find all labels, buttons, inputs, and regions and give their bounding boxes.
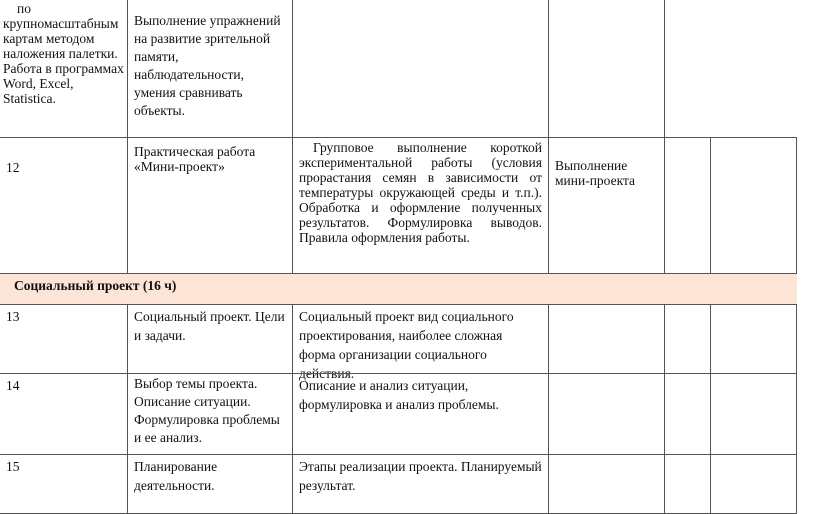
row-1-topic: крупномасштабным картам методом наложения палетки. Работа в программах Word, Excel, Statistica. <box>3 16 124 106</box>
row-15-number: 15 <box>6 459 20 474</box>
row-12-note-cell <box>710 137 797 274</box>
row-1-extra-cell <box>548 0 665 138</box>
row-15-activity-cell <box>548 454 665 514</box>
row-12-topic: Практическая работа «Мини-проект» <box>134 144 256 174</box>
row-13-activity-cell <box>548 304 665 374</box>
row-13-topic: Социальный проект. Цели и задачи. <box>134 309 285 343</box>
row-1-content-cell <box>127 0 293 138</box>
row-15-content: Этапы реализации проекта. Планируемый результат. <box>299 459 542 493</box>
row-15-topic: Планирование деятельности. <box>134 459 218 493</box>
row-14-topic-cell <box>127 373 293 455</box>
row-12-number: 12 <box>6 160 20 175</box>
row-14-content: Описание и анализ ситуации, формулировка и анализ проблемы. <box>299 378 499 412</box>
row-12-activity-cell <box>548 137 665 274</box>
row-14-note-cell <box>710 373 797 455</box>
row-14-activity-cell <box>548 373 665 455</box>
row-15-note-cell <box>710 454 797 514</box>
row-1-topic-cell <box>0 0 128 138</box>
row-14-topic: Выбор темы проекта. Описание ситуации. Формулировка проблемы и ее анализ. <box>134 376 280 445</box>
row-12-number-cell <box>0 137 128 274</box>
section-title: Социальный проект (16 ч) <box>14 278 177 293</box>
row-12-activity: Выполнение мини-проекта <box>555 158 636 188</box>
row-1-activity-cell <box>292 0 549 138</box>
row-1-content: Выполнение упражнений на развитие зрительной памяти, наблюдательности, умения сравнивать объекты. <box>134 13 281 118</box>
row-14-content-cell <box>292 373 549 455</box>
row-14-number: 14 <box>6 378 20 393</box>
row-13-number: 13 <box>6 309 20 324</box>
row-13-date-cell <box>664 304 711 374</box>
row-15-topic-cell <box>127 454 293 514</box>
row-15-number-cell <box>0 454 128 514</box>
row-15-content-cell <box>292 454 549 514</box>
row-13-note-cell <box>710 304 797 374</box>
row-12-content-cell <box>292 137 549 274</box>
section-header <box>0 273 797 305</box>
row-14-number-cell <box>0 373 128 455</box>
row-14-date-cell <box>664 373 711 455</box>
row-15-date-cell <box>664 454 711 514</box>
row-13-content-cell <box>292 304 549 381</box>
row-12-content: Групповое выполнение короткой экспериментальной работы (условия прорастания семян в зависимости от температуры окружающей среды и т.п.). Обработка и оформление полученных результатов. Формулировка выводов. Правила оформления работы. <box>299 140 542 245</box>
row-13-topic-cell <box>127 304 293 374</box>
row-1-topic-first: по <box>17 1 31 16</box>
row-13-content: Социальный проект вид социального проектирования, наиболее сложная форма организации социального действия. <box>299 309 514 381</box>
row-12-topic-cell <box>127 137 293 274</box>
row-13-number-cell <box>0 304 128 374</box>
row-12-date-cell <box>664 137 711 274</box>
